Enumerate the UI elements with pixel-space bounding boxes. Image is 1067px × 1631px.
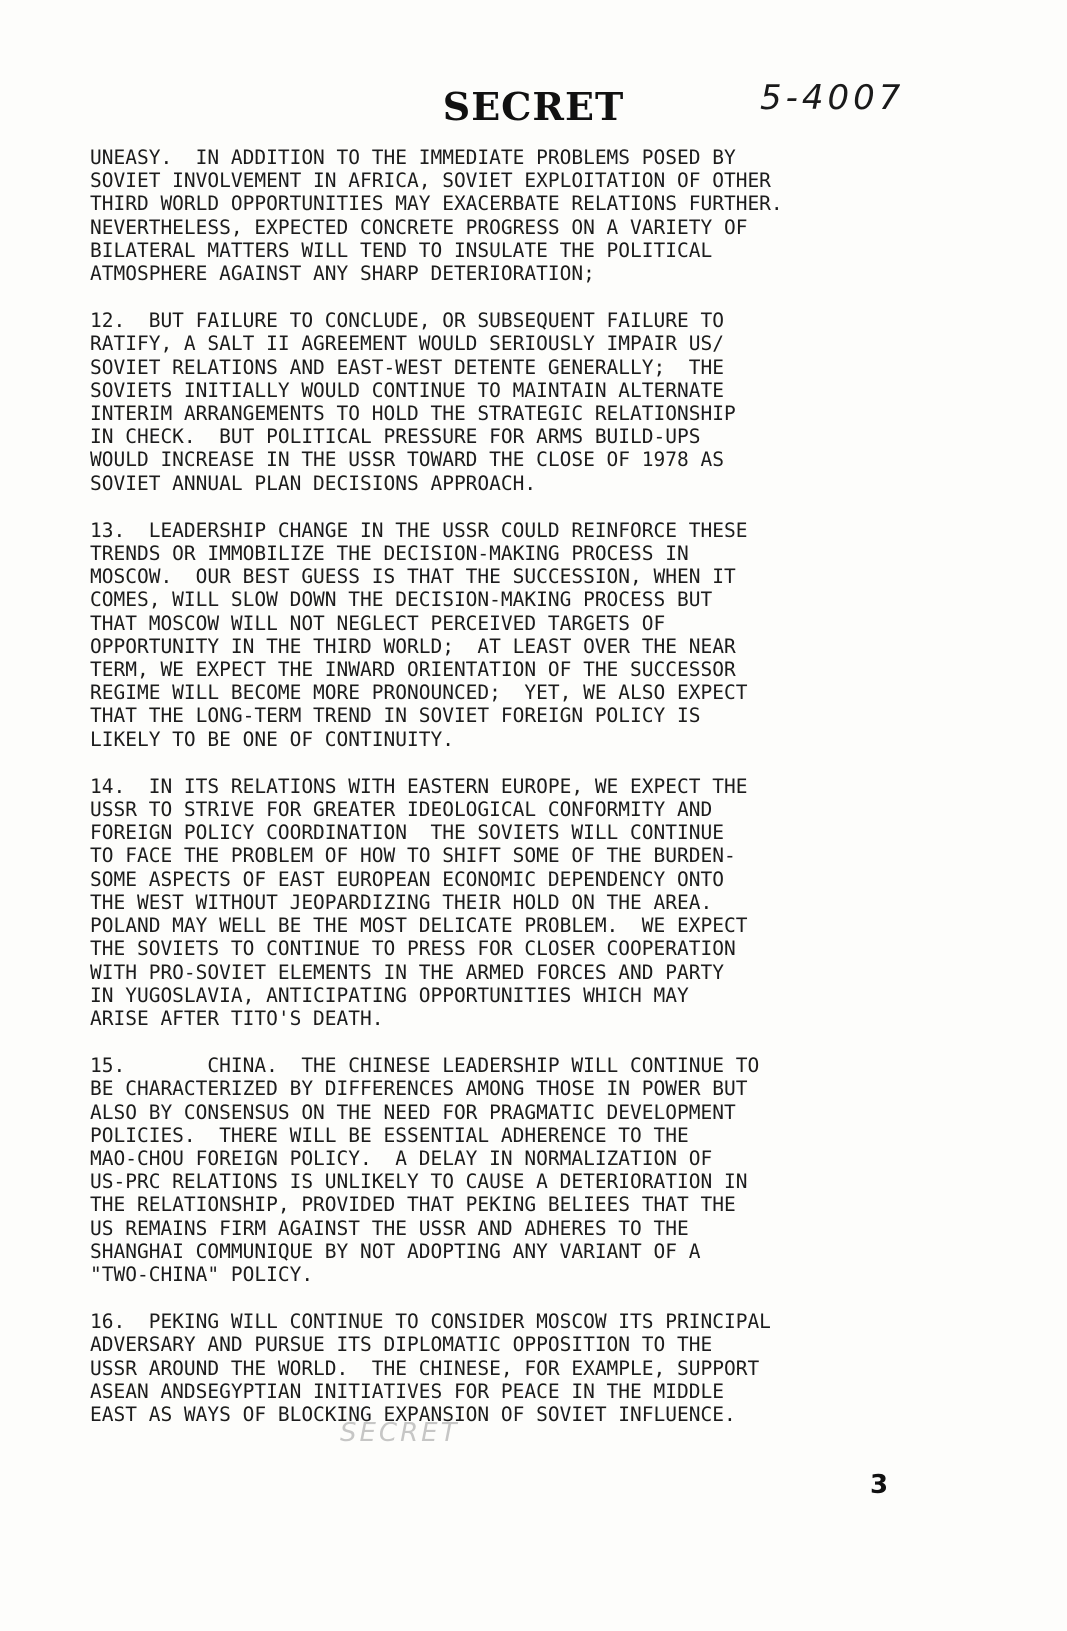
page-number: 3 <box>870 1470 889 1500</box>
paragraph-14: 14. IN ITS RELATIONS WITH EASTERN EUROPE, WE EXPECT THE USSR TO STRIVE FOR GREATER IDEOLOGICAL CONFORMITY AND FOREIGN POLICY COORDINATION THE SOVIETS WILL CONTINUE TO FACE THE PROBLEM OF HOW TO SHIFT SOME OF THE BURDEN- SOME ASPECTS OF EAST EUROPEAN ECONOMIC DEPENDENCY ONTO THE WEST WITHOUT JEOPARDIZING THEIR HOLD ON THE AREA. POLAND MAY WELL BE THE MOST DELICATE PROBLEM. WE EXPECT THE SOVIETS TO CONTINUE TO PRESS FOR CLOSER COOPERATION WITH PRO-SOVIET ELEMENTS IN THE ARMED FORCES AND PARTY IN YUGOSLAVIA, ANTICIPATING OPPORTUNITIES WHICH MAY ARISE AFTER TITO'S DEATH. <box>90 774 748 1030</box>
faded-classification-stamp: SECRET <box>340 1418 460 1448</box>
document-body <box>90 146 970 1450</box>
paragraph-12: 12. BUT FAILURE TO CONCLUDE, OR SUBSEQUENT FAILURE TO RATIFY, A SALT II AGREEMENT WOULD SERIOUSLY IMPAIR US/ SOVIET RELATIONS AND EAST-WEST DETENTE GENERALLY; THE SOVIETS INITIALLY WOULD CONTINUE TO MAINTAIN ALTERNATE INTERIM ARRANGEMENTS TO HOLD THE STRATEGIC RELATIONSHIP IN CHECK. BUT POLITICAL PRESSURE FOR ARMS BUILD-UPS WOULD INCREASE IN THE USSR TOWARD THE CLOSE OF 1978 AS SOVIET ANNUAL PLAN DECISIONS APPROACH. <box>90 309 736 495</box>
paragraph-continuation: UNEASY. IN ADDITION TO THE IMMEDIATE PROBLEMS POSED BY SOVIET INVOLVEMENT IN AFRICA, SOVIET EXPLOITATION OF OTHER THIRD WORLD OPPORTUNITIES MAY EXACERBATE RELATIONS FURTHER. NEVERTHELESS, EXPECTED CONCRETE PROGRESS ON A VARIETY OF BILATERAL MATTERS WILL TEND TO INSULATE THE POLITICAL ATMOSPHERE AGAINST ANY SHARP DETERIORATION; <box>90 146 783 286</box>
classification-header: SECRET <box>442 84 625 129</box>
paragraph-13: 13. LEADERSHIP CHANGE IN THE USSR COULD REINFORCE THESE TRENDS OR IMMOBILIZE THE DECISION-MAKING PROCESS IN MOSCOW. OUR BEST GUESS IS THAT THE SUCCESSION, WHEN IT COMES, WILL SLOW DOWN THE DECISION-MAKING PROCESS BUT THAT MOSCOW WILL NOT NEGLECT PERCEIVED TARGETS OF OPPORTUNITY IN THE THIRD WORLD; AT LEAST OVER THE NEAR TERM, WE EXPECT THE INWARD ORIENTATION OF THE SUCCESSOR REGIME WILL BECOME MORE PRONOUNCED; YET, WE ALSO EXPECT THAT THE LONG-TERM TREND IN SOVIET FOREIGN POLICY IS LIKELY TO BE ONE OF CONTINUITY. <box>90 518 748 751</box>
document-number: 5-4007 <box>760 78 905 118</box>
paragraph-15: 15. CHINA. THE CHINESE LEADERSHIP WILL CONTINUE TO BE CHARACTERIZED BY DIFFERENCES AMONG THOSE IN POWER BUT ALSO BY CONSENSUS ON THE NEED FOR PRAGMATIC DEVELOPMENT POLICIES. THERE WILL BE ESSENTIAL ADHERENCE TO THE MAO-CHOU FOREIGN POLICY. A DELAY IN NORMALIZATION OF US-PRC RELATIONS IS UNLIKELY TO CAUSE A DETERIORATION IN THE RELATIONSHIP, PROVIDED THAT PEKING BELIEES THAT THE US REMAINS FIRM AGAINST THE USSR AND ADHERES TO THE SHANGHAI COMMUNIQUE BY NOT ADOPTING ANY VARIANT OF A "TWO-CHINA" POLICY. <box>90 1054 760 1286</box>
paragraph-16: 16. PEKING WILL CONTINUE TO CONSIDER MOSCOW ITS PRINCIPAL ADVERSARY AND PURSUE ITS DIPLOMATIC OPPOSITION TO THE USSR AROUND THE WORLD. THE CHINESE, FOR EXAMPLE, SUPPORT ASEAN ANDSEGYPTIAN INITIATIVES FOR PEACE IN THE MIDDLE EAST AS WAYS OF BLOCKING EXPANSION OF SOVIET INFLUENCE. <box>90 1310 771 1426</box>
